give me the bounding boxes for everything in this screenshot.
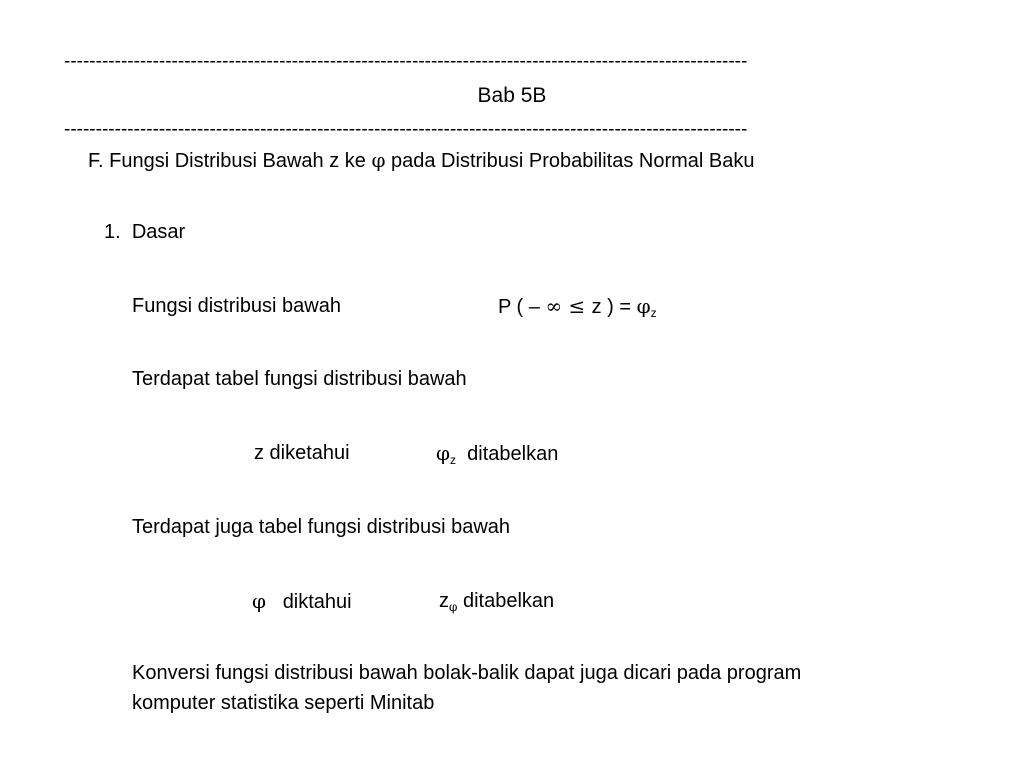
slide-title: Bab 5B — [477, 84, 547, 107]
conversion-note-line-1: Konversi fungsi distribusi bawah bolak-balik dapat juga dicari pada program — [132, 662, 802, 684]
table-note-1: Terdapat tabel fungsi distribusi bawah — [132, 368, 467, 390]
phi-symbol: φ — [371, 148, 386, 172]
row2-z: z — [439, 590, 449, 612]
definition-label: Fungsi distribusi bawah — [132, 295, 341, 317]
infinity-symbol: ∞ — [545, 294, 563, 318]
row1-right-label: ditabelkan — [467, 443, 559, 465]
subsection-label: Dasar — [131, 221, 186, 243]
row2-right — [439, 588, 554, 614]
phi-symbol: φ — [636, 294, 651, 318]
definition-formula — [498, 293, 657, 320]
row1-left: z diketahui — [254, 442, 350, 464]
subsection-number: 1. — [104, 221, 121, 243]
conversion-note-line-2: komputer statistika seperti Minitab — [132, 692, 435, 714]
formula-prefix: P ( – — [498, 296, 546, 318]
row2-right-label: ditabelkan — [462, 590, 555, 612]
section-heading-text-end: pada Distribusi Probabilitas Normal Baku — [385, 150, 755, 172]
top-dashed-rule: ------------------------------------------------------------------------------------------------------------ — [64, 51, 748, 72]
row1-right — [436, 440, 558, 467]
row1-subscript: z — [450, 453, 457, 467]
section-heading — [88, 147, 755, 174]
section-heading-text-start: F. Fungsi Distribusi Bawah z ke — [88, 150, 372, 172]
bottom-dashed-rule: ------------------------------------------------------------------------------------------------------------ — [64, 119, 748, 140]
table-note-2: Terdapat juga tabel fungsi distribusi bawah — [132, 516, 511, 538]
row2-left-label: diktahui — [282, 591, 352, 613]
formula-subscript: z — [650, 306, 657, 320]
phi-symbol: φ — [252, 589, 267, 613]
row2-subscript-phi: φ — [449, 600, 458, 614]
row2-left — [252, 588, 352, 615]
leq-symbol: ≤ — [562, 294, 592, 318]
subsection-heading — [104, 219, 185, 245]
formula-mid: z ) = — [591, 296, 637, 318]
phi-symbol: φ — [436, 441, 451, 465]
